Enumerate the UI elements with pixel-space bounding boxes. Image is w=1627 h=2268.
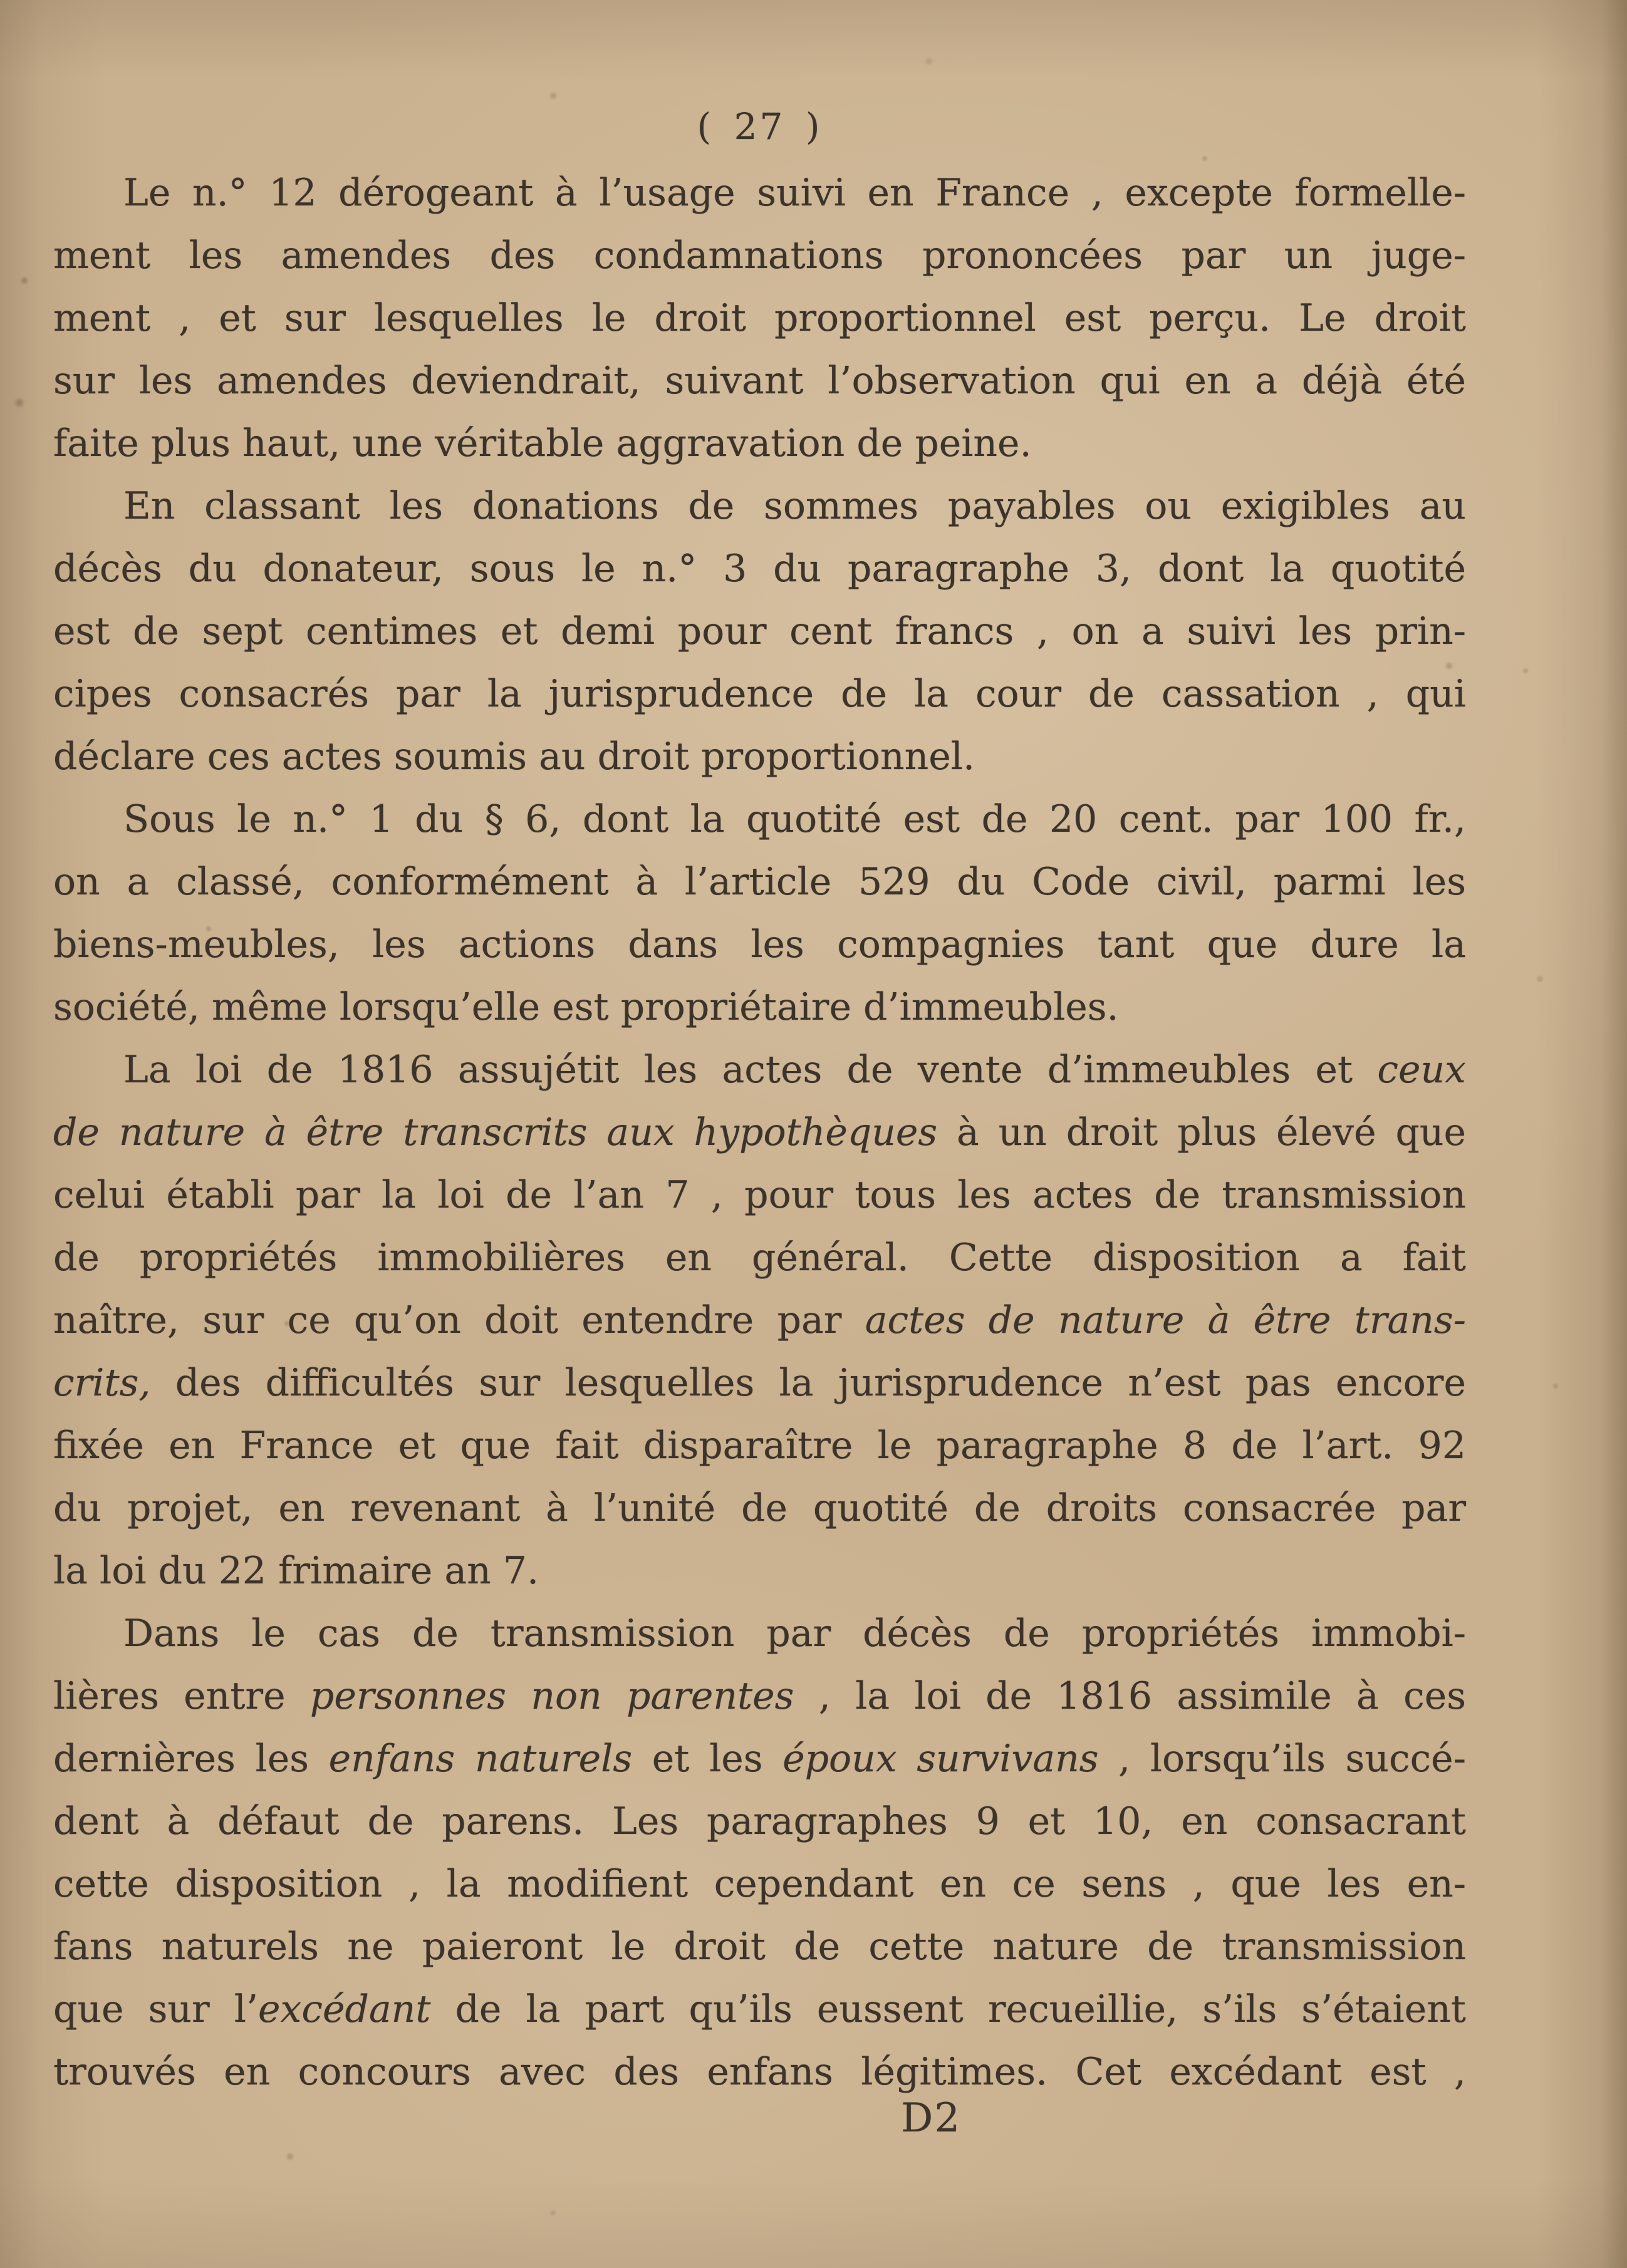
page-number: ( 27 )	[697, 105, 823, 148]
text-line	[53, 1853, 1466, 1915]
text-line	[53, 1978, 1466, 2041]
text-run: à un droit plus élevé que	[937, 1111, 1466, 1154]
text-run: on a classé, conformément à l’article 529 du Code civil, parmi les	[53, 860, 1466, 904]
text-line	[53, 1790, 1466, 1853]
text-line	[53, 851, 1466, 913]
italic-run: excédant	[258, 1987, 431, 2031]
text-line	[53, 1915, 1466, 1978]
text-line	[53, 1101, 1466, 1164]
text-run: ment , et sur lesquelles le droit proportionnel est perçu. Le droit	[53, 296, 1466, 340]
text-line	[53, 600, 1466, 663]
italic-run: crits,	[53, 1361, 151, 1405]
italic-run: époux survivans	[782, 1737, 1099, 1781]
text-run: de la part qu’ils eussent recueillie, s’ils s’étaient	[430, 1987, 1466, 2031]
text-run: la loi du 22 frimaire an 7.	[53, 1549, 539, 1593]
text-run: En classant les donations de sommes payables ou exigibles au	[123, 484, 1466, 528]
text-line	[53, 1038, 1466, 1101]
text-run: trouvés en concours avec des enfans légitimes. Cet excédant est ,	[53, 2050, 1466, 2094]
text-line	[53, 475, 1466, 537]
text-run: lières entre	[53, 1674, 310, 1718]
text-run: est de sept centimes et demi pour cent francs , on a suivi les prin-	[53, 609, 1466, 653]
text-run: , lorsqu’ils succé-	[1098, 1737, 1466, 1781]
text-line	[53, 1540, 1466, 1602]
text-run: cipes consacrés par la jurisprudence de la cour de cassation , qui	[53, 672, 1466, 716]
text-line	[53, 287, 1466, 350]
text-line	[53, 162, 1466, 224]
text-line	[53, 2041, 1466, 2103]
text-run: des difficultés sur lesquelles la jurisprudence n’est pas encore	[150, 1361, 1466, 1405]
text-line	[53, 350, 1466, 412]
text-run: fans naturels ne paieront le droit de cette nature de transmission	[53, 1925, 1466, 1969]
text-run: , la loi de 1816 assimile à ces	[794, 1674, 1466, 1718]
text-run: Le n.° 12 dérogeant à l’usage suivi en France , excepte formelle-	[123, 171, 1466, 215]
text-run: sur les amendes deviendrait, suivant l’observation qui en a déjà été	[53, 359, 1466, 403]
text-run: que sur l’	[53, 1987, 259, 2031]
text-run: ment les amendes des condamnations prononcées par un juge-	[53, 234, 1466, 277]
text-line	[53, 412, 1466, 475]
text-run: société, même lorsqu’elle est propriétaire d’immeubles.	[53, 985, 1119, 1029]
text-line	[53, 1226, 1466, 1289]
text-run: Sous le n.° 1 du § 6, dont la quotité est de 20 cent. par 100 fr.,	[123, 797, 1466, 841]
text-line	[53, 1289, 1466, 1352]
text-line	[53, 1727, 1466, 1790]
italic-run: personnes non parentes	[309, 1674, 794, 1718]
italic-run: enfans naturels	[328, 1737, 633, 1781]
italic-run: actes de nature à être trans-	[865, 1298, 1466, 1342]
text-line	[53, 788, 1466, 851]
page-text	[53, 162, 1466, 2103]
text-run: dernières les	[53, 1737, 329, 1781]
text-run: celui établi par la loi de l’an 7 , pour tous les actes de transmission	[53, 1173, 1466, 1217]
text-line	[53, 537, 1466, 600]
text-run: naître, sur ce qu’on doit entendre par	[53, 1298, 865, 1342]
text-line	[53, 224, 1466, 287]
text-line	[53, 725, 1466, 788]
text-line	[53, 913, 1466, 976]
text-run: cette disposition , la modifient cependant en ce sens , que les en-	[53, 1862, 1466, 1906]
text-run: La loi de 1816 assujétit les actes de vente d’immeubles et	[123, 1048, 1378, 1092]
italic-run: ceux	[1377, 1048, 1466, 1092]
text-run: dent à défaut de parens. Les paragraphes 9 et 10, en consacrant	[53, 1799, 1466, 1843]
text-line	[53, 1665, 1466, 1727]
text-run: déclare ces actes soumis au droit proportionnel.	[53, 735, 975, 779]
text-line	[53, 1477, 1466, 1540]
text-line	[53, 1164, 1466, 1226]
text-run: fixée en France et que fait disparaître le paragraphe 8 de l’art. 92	[53, 1424, 1466, 1468]
text-run: du projet, en revenant à l’unité de quotité de droits consacrée par	[53, 1486, 1466, 1530]
text-run: de propriétés immobilières en général. Cette disposition a fait	[53, 1236, 1466, 1280]
italic-run: de nature à être transcrits aux hypothèques	[53, 1111, 938, 1154]
text-run: faite plus haut, une véritable aggravation de peine.	[53, 422, 1032, 465]
text-run: décès du donateur, sous le n.° 3 du paragraphe 3, dont la quotité	[53, 547, 1466, 591]
text-line	[53, 1602, 1466, 1665]
text-line	[53, 1414, 1466, 1477]
text-line	[53, 1352, 1466, 1414]
signature-mark: D2	[901, 2095, 962, 2141]
text-line	[53, 663, 1466, 725]
text-run: Dans le cas de transmission par décès de propriétés immobi-	[123, 1612, 1466, 1655]
text-run: biens-meubles, les actions dans les compagnies tant que dure la	[53, 923, 1466, 966]
text-run: et les	[632, 1737, 783, 1781]
text-line	[53, 976, 1466, 1038]
